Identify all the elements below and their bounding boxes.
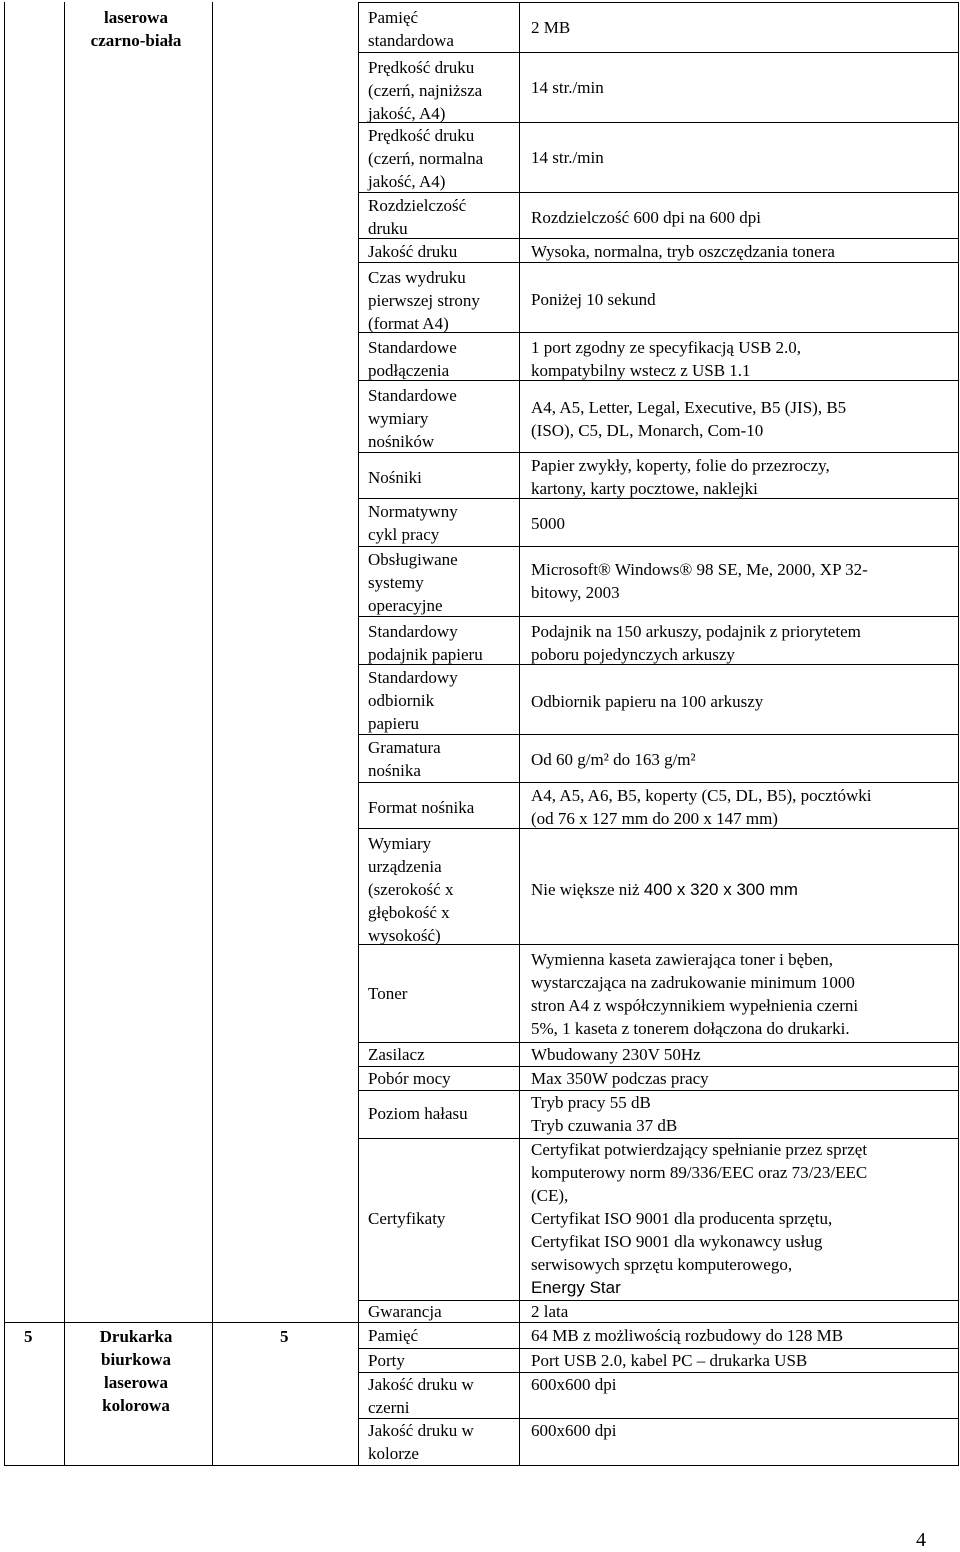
spec-value	[531, 1300, 568, 1323]
spec-value-line: 1 port zgodny ze specyfikacją USB 2.0,	[531, 338, 802, 357]
spec-value	[531, 558, 868, 604]
spec-label-line: Pamięć	[368, 8, 419, 27]
spec-label	[368, 384, 457, 453]
spec-label	[368, 796, 474, 819]
spec-value-line: 14 str./min	[531, 78, 604, 97]
spec-label-line: Pobór mocy	[368, 1069, 451, 1088]
spec-value	[531, 1349, 807, 1372]
spec-value	[531, 336, 801, 382]
category-cell	[66, 1325, 206, 1417]
spec-label-line: systemy	[368, 573, 424, 592]
spec-value-line: kartony, karty pocztowe, naklejki	[531, 479, 758, 498]
spec-label	[368, 982, 407, 1005]
spec-label	[368, 194, 466, 240]
spec-label	[368, 500, 458, 546]
spec-value	[531, 620, 861, 666]
spec-label-line: Pamięć	[368, 1326, 419, 1345]
spec-value	[531, 1419, 616, 1442]
category-line: laserowa	[104, 8, 168, 27]
quantity: 5	[280, 1327, 289, 1346]
spec-value-prefix: Nie większe niż	[531, 880, 644, 899]
spec-value-line: poboru pojedynczych arkuszy	[531, 645, 735, 664]
spec-label-line: jakość, A4)	[368, 104, 446, 123]
spec-value	[531, 512, 565, 535]
spec-value-line: Od 60 g/m² do 163 g/m²	[531, 750, 696, 769]
page-number: 4	[916, 1529, 926, 1551]
spec-label	[368, 736, 441, 782]
spec-value-line: Odbiornik papieru na 100 arkuszy	[531, 692, 764, 711]
spec-label-line: Certyfikaty	[368, 1209, 446, 1228]
spec-value-line: Rozdzielczość 600 dpi na 600 dpi	[531, 208, 761, 227]
spec-label-line: nośników	[368, 432, 435, 451]
spec-label	[368, 1207, 445, 1230]
spec-value	[531, 76, 604, 99]
spec-label	[368, 124, 483, 193]
spec-value	[531, 1043, 701, 1066]
spec-value	[531, 396, 846, 442]
spec-label-line: Obsługiwane	[368, 550, 458, 569]
spec-value-line: bitowy, 2003	[531, 583, 620, 602]
spec-label-line: wymiary	[368, 409, 429, 428]
spec-value-line: Certyfikat ISO 9001 dla producenta sprzętu,	[531, 1209, 833, 1228]
spec-label-line: (czerń, normalna	[368, 149, 484, 168]
spec-label-line: Jakość druku	[368, 242, 458, 261]
spec-label-line: (szerokość x	[368, 880, 454, 899]
spec-label-line: Rozdzielczość	[368, 196, 467, 215]
spec-value-line: Port USB 2.0, kabel PC – drukarka USB	[531, 1351, 808, 1370]
spec-value	[531, 1373, 616, 1396]
spec-label-line: (czerń, najniższa	[368, 81, 483, 100]
spec-value	[531, 690, 763, 713]
spec-label	[368, 666, 458, 735]
spec-value-line: Microsoft® Windows® 98 SE, Me, 2000, XP 32-	[531, 560, 868, 579]
spec-value-line: 5%, 1 kaseta z tonerem dołączona do drukarki.	[531, 1019, 850, 1038]
spec-label	[368, 1067, 451, 1090]
spec-label	[368, 1043, 425, 1066]
spec-label-line: jakość, A4)	[368, 172, 446, 191]
spec-label-line: Wymiary	[368, 834, 432, 853]
spec-value-line: 600x600 dpi	[531, 1421, 617, 1440]
spec-value-line: (CE),	[531, 1186, 569, 1205]
spec-value-line: wystarczająca na zadrukowanie minimum 1000	[531, 973, 855, 992]
spec-label-line: pierwszej strony	[368, 291, 480, 310]
spec-value	[531, 288, 656, 311]
category-cell	[66, 6, 206, 52]
spec-label-line: Standardowe	[368, 386, 457, 405]
spec-value-line: 2 MB	[531, 18, 571, 37]
spec-value-dimensions: 400 x 320 x 300 mm	[643, 880, 798, 899]
spec-value-line: Poniżej 10 sekund	[531, 290, 656, 309]
spec-value	[531, 16, 570, 39]
spec-value-line: (od 76 x 127 mm do 200 x 147 mm)	[531, 809, 778, 828]
spec-value-line: Energy Star	[531, 1278, 621, 1297]
spec-value-line: (ISO), C5, DL, Monarch, Com-10	[531, 421, 764, 440]
spec-value-line: kompatybilny wstecz z USB 1.1	[531, 361, 751, 380]
spec-label	[368, 1349, 405, 1372]
spec-label	[368, 56, 482, 125]
spec-value	[531, 1091, 677, 1137]
spec-label	[368, 1300, 442, 1323]
spec-label-line: Porty	[368, 1351, 405, 1370]
spec-label-line: podłączenia	[368, 361, 450, 380]
spec-label	[368, 1102, 468, 1125]
spec-label-line: (format A4)	[368, 314, 449, 333]
spec-value-line: 2 lata	[531, 1302, 569, 1321]
spec-value	[531, 784, 871, 830]
spec-label-line: Nośniki	[368, 468, 422, 487]
spec-label-line: Prędkość druku	[368, 58, 475, 77]
spec-label-line: operacyjne	[368, 596, 443, 615]
spec-value-line: Wbudowany 230V 50Hz	[531, 1045, 701, 1064]
spec-value-line	[531, 878, 798, 901]
spec-label-line: kolorze	[368, 1444, 419, 1463]
category-line: czarno-biała	[90, 31, 182, 50]
spec-label	[368, 240, 457, 263]
spec-label	[368, 1373, 474, 1419]
spec-label-line: Jakość druku w	[368, 1421, 474, 1440]
spec-label-line: Toner	[368, 984, 408, 1003]
spec-label-line: Standardowy	[368, 622, 458, 641]
spec-label-line: standardowa	[368, 31, 454, 50]
spec-value-line: Max 350W podczas pracy	[531, 1069, 709, 1088]
spec-value-line: Podajnik na 150 arkuszy, podajnik z priorytetem	[531, 622, 861, 641]
spec-value-line: 14 str./min	[531, 148, 604, 167]
spec-label	[368, 1324, 418, 1347]
spec-value-line: stron A4 z współczynnikiem wypełnienia czerni	[531, 996, 859, 1015]
spec-label	[368, 1419, 474, 1465]
spec-label-line: podajnik papieru	[368, 645, 483, 664]
spec-value-line: Tryb pracy 55 dB	[531, 1093, 651, 1112]
spec-label-line: czerni	[368, 1398, 410, 1417]
spec-value	[531, 1138, 867, 1299]
spec-label-line: Czas wydruku	[368, 268, 466, 287]
spec-value-line: Tryb czuwania 37 dB	[531, 1116, 678, 1135]
spec-value	[531, 948, 858, 1040]
spec-label-line: odbiornik	[368, 691, 435, 710]
spec-label-line: Gramatura	[368, 738, 441, 757]
spec-label-line: Jakość druku w	[368, 1375, 474, 1394]
spec-label-line: Prędkość druku	[368, 126, 475, 145]
spec-label-line: papieru	[368, 714, 419, 733]
spec-value	[531, 206, 761, 229]
spec-label	[368, 6, 454, 52]
spec-label	[368, 548, 458, 617]
spec-value-line: 600x600 dpi	[531, 1375, 617, 1394]
category-line: laserowa	[104, 1373, 168, 1392]
spec-value	[531, 454, 830, 500]
spec-label-line: cykl pracy	[368, 525, 440, 544]
spec-label	[368, 336, 457, 382]
spec-value-line: Certyfikat potwierdzający spełnianie przez sprzęt	[531, 1140, 868, 1159]
spec-label	[368, 466, 422, 489]
spec-value-line: komputerowy norm 89/336/EEC oraz 73/23/EEC	[531, 1163, 868, 1182]
spec-label-line: Zasilacz	[368, 1045, 425, 1064]
spec-value-line: Wysoka, normalna, tryb oszczędzania tonera	[531, 242, 835, 261]
spec-value	[531, 1324, 843, 1347]
spec-label-line: druku	[368, 219, 408, 238]
spec-value-line: 64 MB z możliwością rozbudowy do 128 MB	[531, 1326, 844, 1345]
spec-label-line: głębokość x	[368, 903, 450, 922]
spec-label	[368, 266, 480, 335]
spec-value-line: 5000	[531, 514, 565, 533]
spec-value	[531, 878, 798, 901]
category-line: kolorowa	[102, 1396, 170, 1415]
spec-label-line: Poziom hałasu	[368, 1104, 468, 1123]
spec-label	[368, 832, 453, 947]
spec-label-line: Format nośnika	[368, 798, 475, 817]
spec-value-line: serwisowych sprzętu komputerowego,	[531, 1255, 793, 1274]
spec-label-line: wysokość)	[368, 926, 441, 945]
spec-label-line: Normatywny	[368, 502, 458, 521]
spec-value	[531, 146, 604, 169]
spec-value-line: Wymienna kaseta zawierająca toner i bęben,	[531, 950, 833, 969]
spec-label-line: Gwarancja	[368, 1302, 442, 1321]
spec-value	[531, 1067, 709, 1090]
item-number: 5	[24, 1327, 33, 1346]
category-line: biurkowa	[101, 1350, 171, 1369]
spec-value-line: Papier zwykły, koperty, folie do przezroczy,	[531, 456, 830, 475]
spec-label-line: Standardowy	[368, 668, 458, 687]
spec-label-line: Standardowe	[368, 338, 457, 357]
spec-value-line: A4, A5, A6, B5, koperty (C5, DL, B5), pocztówki	[531, 786, 872, 805]
spec-value-line: A4, A5, Letter, Legal, Executive, B5 (JIS), B5	[531, 398, 847, 417]
spec-label-line: urządzenia	[368, 857, 442, 876]
spec-label-line: nośnika	[368, 761, 421, 780]
category-line: Drukarka	[99, 1327, 173, 1346]
spec-value	[531, 748, 696, 771]
spec-value-line: Certyfikat ISO 9001 dla wykonawcy usług	[531, 1232, 823, 1251]
spec-value	[531, 240, 835, 263]
spec-label	[368, 620, 483, 666]
